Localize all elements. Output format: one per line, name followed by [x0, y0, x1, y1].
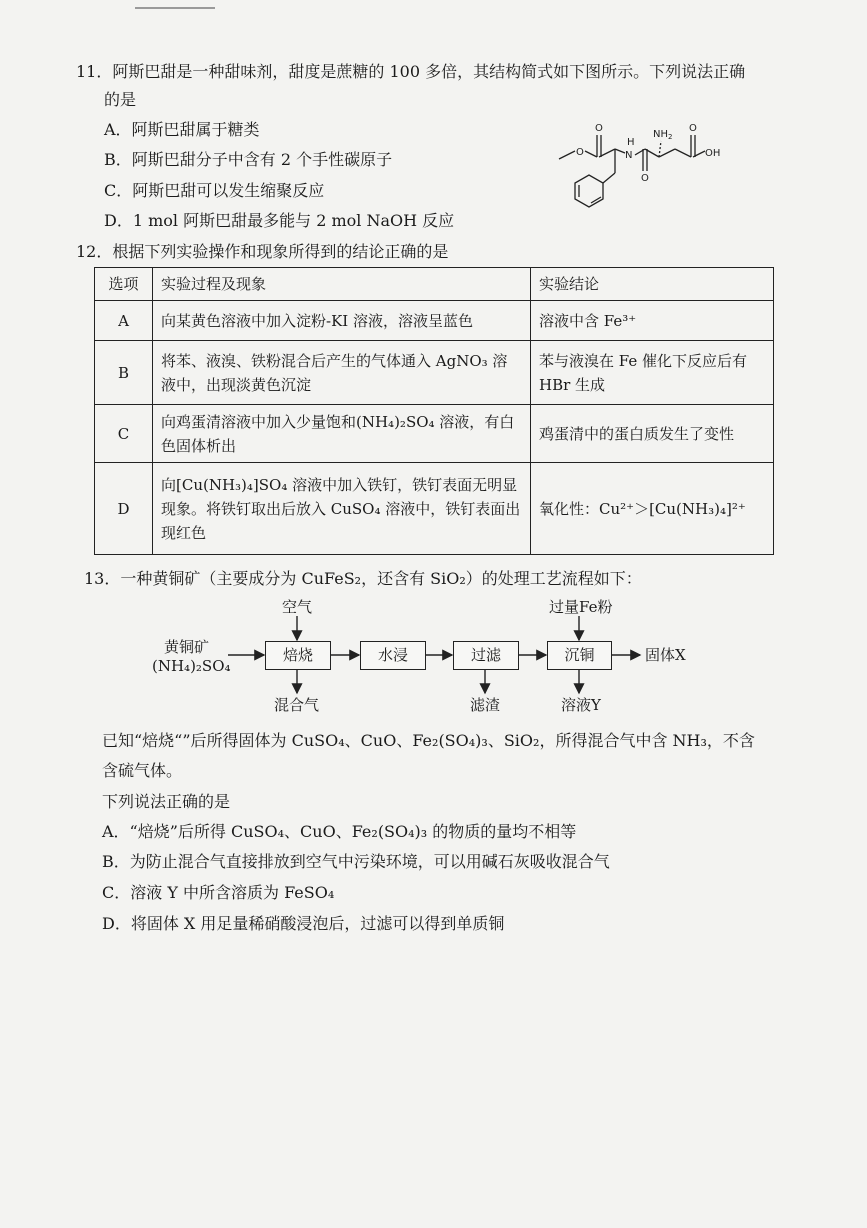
- q12-number: 12．: [76, 242, 113, 261]
- q13-given-line2: 含硫气体。: [102, 761, 183, 780]
- row-option: C: [95, 405, 153, 463]
- q13-option-d[interactable]: D．将固体 X 用足量稀硝酸浸泡后，过滤可以得到单质铜: [102, 914, 505, 933]
- flow-mixed-gas: 混合气: [274, 696, 320, 714]
- flow-input-ore: 黄铜矿: [164, 638, 210, 656]
- q13-ask: 下列说法正确的是: [102, 792, 231, 811]
- step-filter: 过滤: [453, 641, 519, 670]
- q13-number: 13．: [84, 569, 121, 588]
- struct-hydroxyl: OH: [705, 148, 721, 159]
- flow-product-solid-x: 固体X: [645, 646, 686, 664]
- q11-option-a[interactable]: A．阿斯巴甜属于糖类: [104, 120, 260, 139]
- struct-amine: $NH_2$: [653, 129, 673, 141]
- q12-stem: 根据下列实验操作和现象所得到的结论正确的是: [112, 242, 449, 261]
- q11-option-c[interactable]: C．阿斯巴甜可以发生缩聚反应: [104, 181, 325, 200]
- struct-carbonyl-o1: O: [595, 123, 603, 134]
- row-option: B: [95, 341, 153, 405]
- q11-option-b[interactable]: B．阿斯巴甜分子中含有 2 个手性碳原子: [104, 150, 393, 169]
- row-process: 向某黄色溶液中加入淀粉-KI 溶液，溶液呈蓝色: [153, 301, 531, 341]
- flow-fe-powder: 过量Fe粉: [549, 598, 613, 616]
- struct-amide-h: H: [627, 137, 635, 148]
- q11-number: 11．: [76, 62, 113, 81]
- struct-amide-n: N: [625, 150, 633, 161]
- q13-option-b[interactable]: B．为防止混合气直接排放到空气中污染环境，可以用碱石灰吸收混合气: [102, 852, 610, 871]
- row-conclusion: 苯与液溴在 Fe 催化下反应后有 HBr 生成: [531, 341, 774, 405]
- q11-option-d[interactable]: D．1 mol 阿斯巴甜最多能与 2 mol NaOH 反应: [104, 211, 455, 230]
- flow-input-ammonium-sulfate: (NH₄)₂SO₄: [152, 657, 231, 675]
- header-option: 选项: [95, 268, 153, 301]
- row-process: 将苯、液溴、铁粉混合后产生的气体通入 AgNO₃ 溶液中，出现淡黄色沉淀: [153, 341, 531, 405]
- row-conclusion: 溶液中含 Fe³⁺: [531, 301, 774, 341]
- row-process: 向鸡蛋清溶液中加入少量饱和(NH₄)₂SO₄ 溶液，有白色固体析出: [153, 405, 531, 463]
- row-option: D: [95, 463, 153, 555]
- struct-ester-o: O: [576, 147, 584, 158]
- step-water-leach: 水浸: [360, 641, 426, 670]
- step-copper-precipitate: 沉铜: [547, 641, 612, 670]
- flow-residue: 滤渣: [470, 696, 501, 714]
- q13-given-line1: 已知“焙烧“”后所得固体为 CuSO₄、CuO、Fe₂(SO₄)₃、SiO₂，所得混合气中含 NH₃，不含: [102, 731, 755, 750]
- row-process: 向[Cu(NH₃)₄]SO₄ 溶液中加入铁钉，铁钉表面无明显现象。将铁钉取出后放入 CuSO₄ 溶液中，铁钉表面出现红色: [153, 463, 531, 555]
- struct-carbonyl-o2: O: [641, 173, 649, 184]
- q13-option-a[interactable]: A．“焙烧”后所得 CuSO₄、CuO、Fe₂(SO₄)₃ 的物质的量均不相等: [102, 822, 577, 841]
- row-conclusion: 氧化性：Cu²⁺＞[Cu(NH₃)₄]²⁺: [531, 463, 774, 555]
- header-conclusion: 实验结论: [531, 268, 774, 301]
- q13-stem: 一种黄铜矿（主要成分为 CuFeS₂，还含有 SiO₂）的处理工艺流程如下：: [120, 569, 642, 588]
- row-conclusion: 鸡蛋清中的蛋白质发生了变性: [531, 405, 774, 463]
- header-process: 实验过程及现象: [153, 268, 531, 301]
- q11-stem: 阿斯巴甜是一种甜味剂，甜度是蔗糖的 100 多倍，其结构简式如下图所示。下列说法正确: [112, 62, 746, 81]
- flow-air: 空气: [282, 598, 313, 616]
- flow-solution-y: 溶液Y: [561, 696, 601, 714]
- step-roast: 焙烧: [265, 641, 331, 670]
- row-option: A: [95, 301, 153, 341]
- q13-option-c[interactable]: C．溶液 Y 中所含溶质为 FeSO₄: [102, 883, 335, 902]
- struct-carbonyl-o3: O: [689, 123, 697, 134]
- q11-stem-line2: 的是: [104, 90, 137, 109]
